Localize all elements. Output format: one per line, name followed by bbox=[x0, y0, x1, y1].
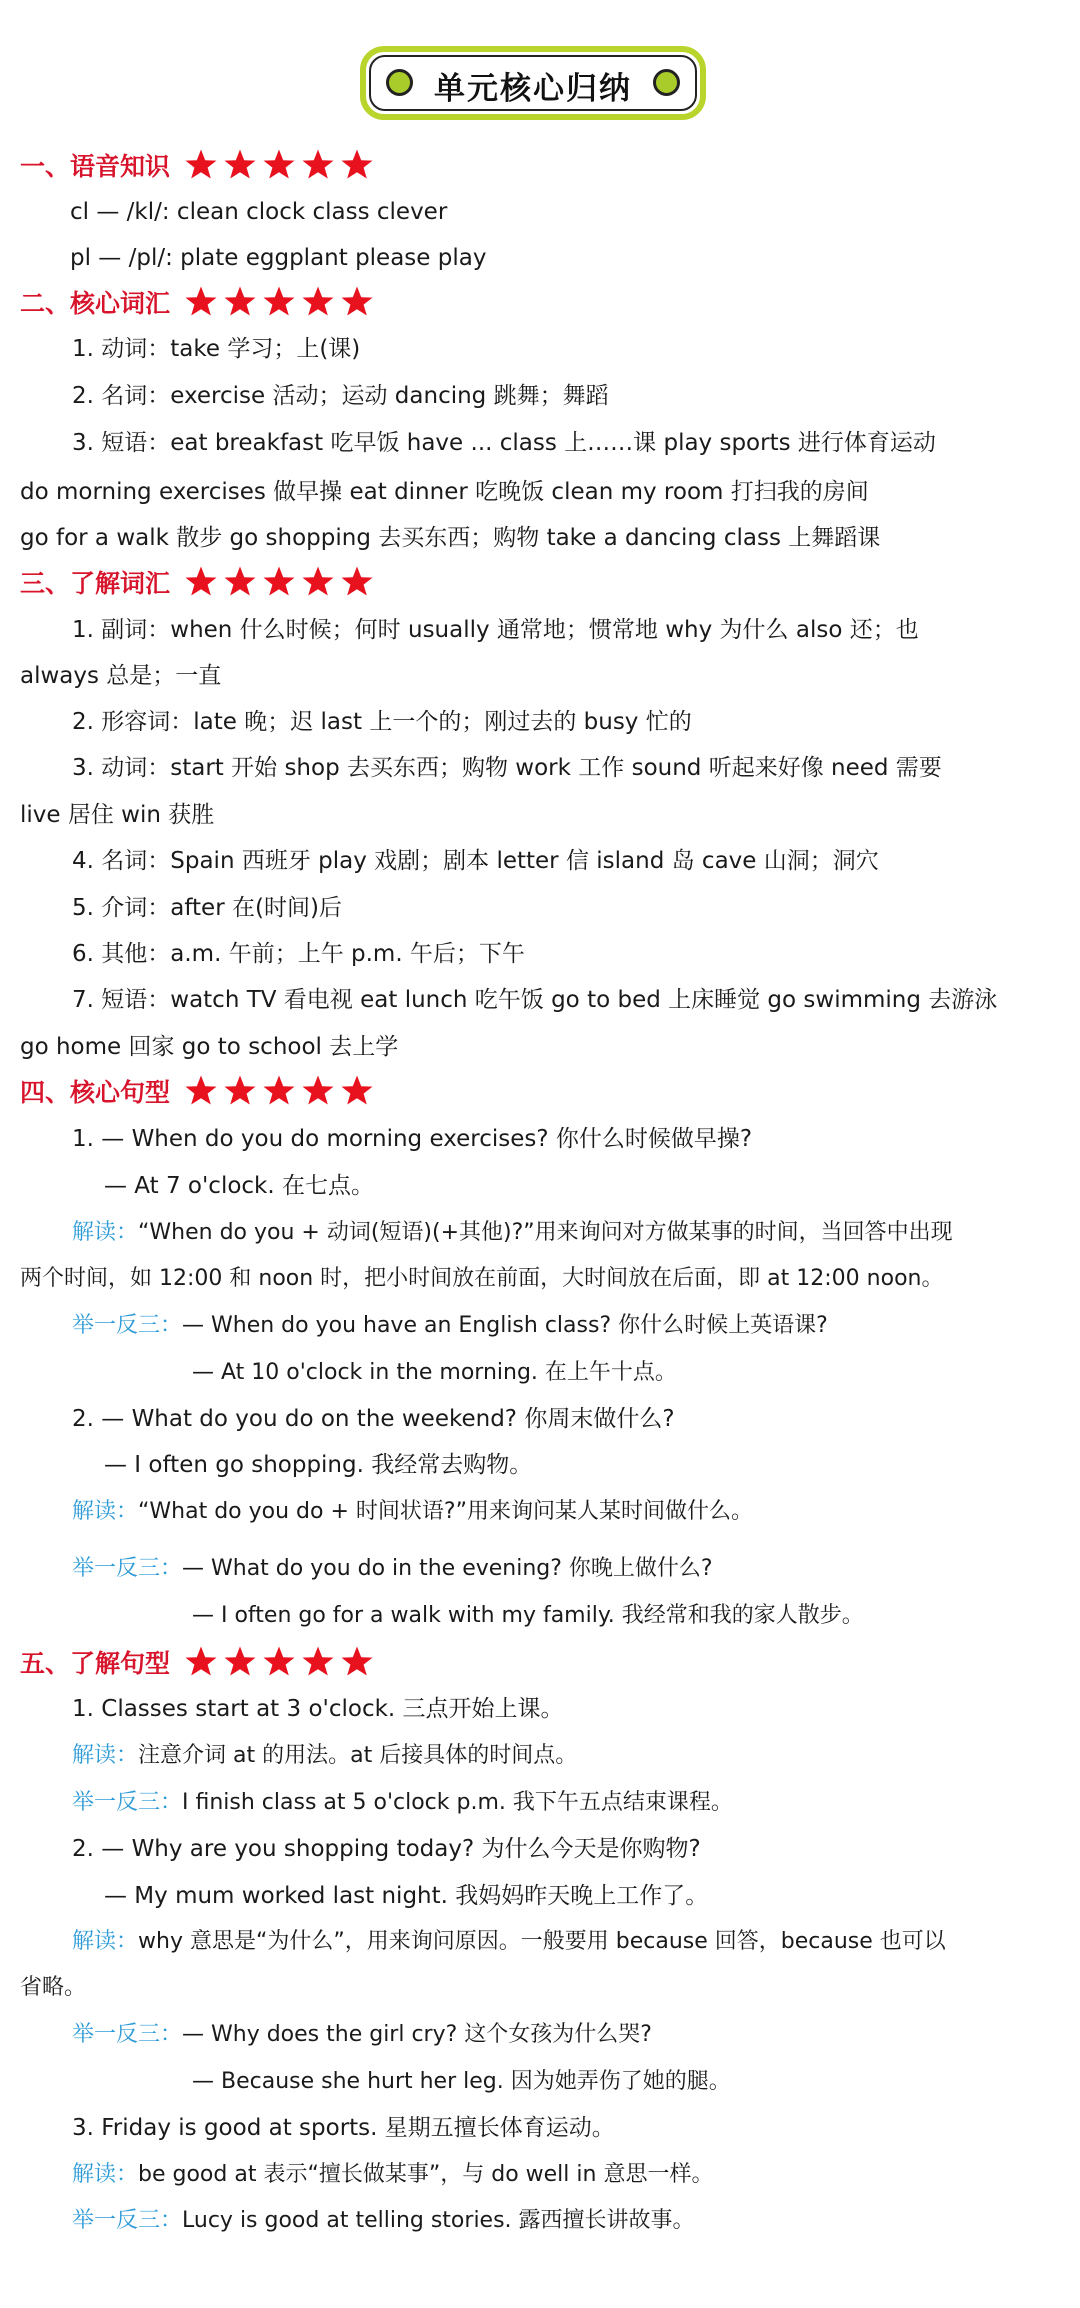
star-rating bbox=[184, 565, 374, 599]
star-icon bbox=[184, 1074, 218, 1108]
example-label: 举一反三： bbox=[72, 1790, 183, 1815]
section-title: 二、核心词汇 bbox=[20, 289, 171, 318]
section-header bbox=[20, 562, 374, 602]
page-title: 单元核心归纳 bbox=[434, 71, 632, 107]
explanation-text: why 意思是“为什么”，用来询问原因。一般要用 because 回答，because 也可以 bbox=[138, 1929, 946, 1954]
section-title: 五、了解句型 bbox=[20, 1649, 171, 1678]
star-icon bbox=[223, 285, 257, 319]
sentence-line: — My mum worked last night. 我妈妈昨天晚上工作了。 bbox=[104, 1883, 709, 1909]
explanation-line: 两个时间，如 12:00 和 noon 时，把小时间放在前面，大时间放在后面，即 at 12:00 noon。 bbox=[20, 1266, 944, 1291]
sentence-line: 1. Classes start at 3 o'clock. 三点开始上课。 bbox=[72, 1696, 564, 1722]
example-line bbox=[72, 1553, 713, 1585]
example-label: 举一反三： bbox=[72, 1313, 183, 1338]
vocab-line: 4. 名词：Spain 西班牙 play 戏剧；剧本 letter 信 island 岛 cave 山洞；洞穴 bbox=[72, 848, 879, 874]
star-icon bbox=[223, 1645, 257, 1679]
explanation-text: be good at 表示“擅长做某事”，与 do well in 意思一样。 bbox=[138, 2162, 714, 2187]
section-title: 一、语音知识 bbox=[20, 152, 171, 181]
example-line: — Because she hurt her leg. 因为她弄伤了她的腿。 bbox=[192, 2069, 731, 2094]
vocab-line: 2. 形容词：late 晚；迟 last 上一个的；刚过去的 busy 忙的 bbox=[72, 709, 692, 735]
star-icon bbox=[301, 1645, 335, 1679]
sentence-line: — I often go shopping. 我经常去购物。 bbox=[104, 1452, 533, 1478]
example-line: — I often go for a walk with my family. 我经常和我的家人散步。 bbox=[192, 1603, 864, 1628]
star-icon bbox=[223, 148, 257, 182]
explanation-line bbox=[72, 1217, 953, 1249]
star-icon bbox=[262, 1645, 296, 1679]
star-icon bbox=[184, 148, 218, 182]
example-label: 举一反三： bbox=[72, 2208, 183, 2233]
vocab-line: live 居住 win 获胜 bbox=[20, 802, 215, 828]
explanation-text: “When do you + 动词(短语)(+其他)?”用来询问对方做某事的时间，当回答中出现 bbox=[138, 1220, 953, 1245]
star-icon bbox=[340, 1074, 374, 1108]
sentence-line: 1. — When do you do morning exercises? 你什么时候做早操? bbox=[72, 1126, 753, 1152]
example-text: — Why does the girl cry? 这个女孩为什么哭? bbox=[182, 2022, 652, 2047]
example-line bbox=[72, 2205, 695, 2237]
explanation-label: 解读： bbox=[72, 1743, 139, 1768]
vocab-line: 3. 短语：eat breakfast 吃早饭 have ... class 上……课 play sports 进行体育运动 bbox=[72, 430, 936, 456]
star-icon bbox=[184, 1645, 218, 1679]
vocab-line: do morning exercises 做早操 eat dinner 吃晚饭 clean my room 打扫我的房间 bbox=[20, 479, 869, 505]
vocab-line: 1. 副词：when 什么时候；何时 usually 通常地；惯常地 why 为什么 also 还；也 bbox=[72, 617, 919, 643]
star-icon bbox=[262, 565, 296, 599]
explanation-line bbox=[72, 1926, 946, 1958]
explanation-text: “What do you do + 时间状语?”用来询问某人某时间做什么。 bbox=[138, 1499, 753, 1524]
section-title: 三、了解词汇 bbox=[20, 569, 171, 598]
example-line bbox=[72, 1310, 828, 1342]
explanation-line bbox=[72, 1496, 753, 1528]
star-icon bbox=[301, 285, 335, 319]
section-header bbox=[20, 1071, 374, 1111]
star-rating bbox=[184, 285, 374, 319]
example-line bbox=[72, 2019, 652, 2051]
explanation-label: 解读： bbox=[72, 1220, 139, 1245]
section-header bbox=[20, 282, 374, 322]
star-icon bbox=[340, 285, 374, 319]
example-label: 举一反三： bbox=[72, 2022, 183, 2047]
star-icon bbox=[301, 148, 335, 182]
explanation-label: 解读： bbox=[72, 2162, 139, 2187]
sentence-line: 3. Friday is good at sports. 星期五擅长体育运动。 bbox=[72, 2115, 615, 2141]
explanation-line bbox=[72, 1740, 577, 1772]
star-icon bbox=[340, 148, 374, 182]
vocab-line: 5. 介词：after 在(时间)后 bbox=[72, 895, 342, 921]
example-label: 举一反三： bbox=[72, 1556, 183, 1581]
example-text: I finish class at 5 o'clock p.m. 我下午五点结束课程。 bbox=[182, 1790, 733, 1815]
vocab-line: go home 回家 go to school 去上学 bbox=[20, 1034, 399, 1060]
star-icon bbox=[262, 285, 296, 319]
star-icon bbox=[262, 1074, 296, 1108]
vocab-line: 3. 动词：start 开始 shop 去买东西；购物 work 工作 sound 听起来好像 need 需要 bbox=[72, 755, 942, 781]
phonics-line: cl — /kl/: clean clock class clever bbox=[70, 199, 448, 225]
example-line: — At 10 o'clock in the morning. 在上午十点。 bbox=[192, 1360, 677, 1385]
sentence-line: 2. — Why are you shopping today? 为什么今天是你购物? bbox=[72, 1836, 701, 1862]
star-icon bbox=[301, 1074, 335, 1108]
vocab-line: 6. 其他：a.m. 午前；上午 p.m. 午后；下午 bbox=[72, 941, 525, 967]
star-icon bbox=[262, 148, 296, 182]
star-icon bbox=[223, 1074, 257, 1108]
phonics-line: pl — /pl/: plate eggplant please play bbox=[70, 245, 487, 271]
sentence-line: — At 7 o'clock. 在七点。 bbox=[104, 1173, 375, 1199]
star-rating bbox=[184, 1074, 374, 1108]
explanation-line bbox=[72, 2159, 713, 2191]
example-text: — What do you do in the evening? 你晚上做什么? bbox=[182, 1556, 713, 1581]
example-line bbox=[72, 1787, 733, 1819]
vocab-line: 1. 动词：take 学习；上(课) bbox=[72, 336, 361, 362]
example-text: — When do you have an English class? 你什么时候上英语课? bbox=[182, 1313, 828, 1338]
section-header bbox=[20, 145, 374, 185]
unit-title-banner bbox=[360, 46, 706, 120]
star-rating bbox=[184, 1645, 374, 1679]
sentence-line: 2. — What do you do on the weekend? 你周末做什么? bbox=[72, 1406, 675, 1432]
star-icon bbox=[184, 565, 218, 599]
star-icon bbox=[301, 565, 335, 599]
example-text: Lucy is good at telling stories. 露西擅长讲故事。 bbox=[182, 2208, 695, 2233]
star-icon bbox=[184, 285, 218, 319]
star-icon bbox=[340, 1645, 374, 1679]
explanation-label: 解读： bbox=[72, 1929, 139, 1954]
star-icon bbox=[223, 565, 257, 599]
vocab-line: 2. 名词：exercise 活动；运动 dancing 跳舞；舞蹈 bbox=[72, 383, 609, 409]
explanation-label: 解读： bbox=[72, 1499, 139, 1524]
star-icon bbox=[340, 565, 374, 599]
vocab-line: always 总是；一直 bbox=[20, 663, 222, 689]
vocab-line: 7. 短语：watch TV 看电视 eat lunch 吃午饭 go to bed 上床睡觉 go swimming 去游泳 bbox=[72, 987, 998, 1013]
explanation-text: 注意介词 at 的用法。at 后接具体的时间点。 bbox=[138, 1743, 578, 1768]
vocab-line: go for a walk 散步 go shopping 去买东西；购物 take a dancing class 上舞蹈课 bbox=[20, 525, 881, 551]
explanation-line: 省略。 bbox=[20, 1975, 87, 2000]
star-rating bbox=[184, 148, 374, 182]
section-title: 四、核心句型 bbox=[20, 1078, 171, 1107]
section-header bbox=[20, 1642, 374, 1682]
